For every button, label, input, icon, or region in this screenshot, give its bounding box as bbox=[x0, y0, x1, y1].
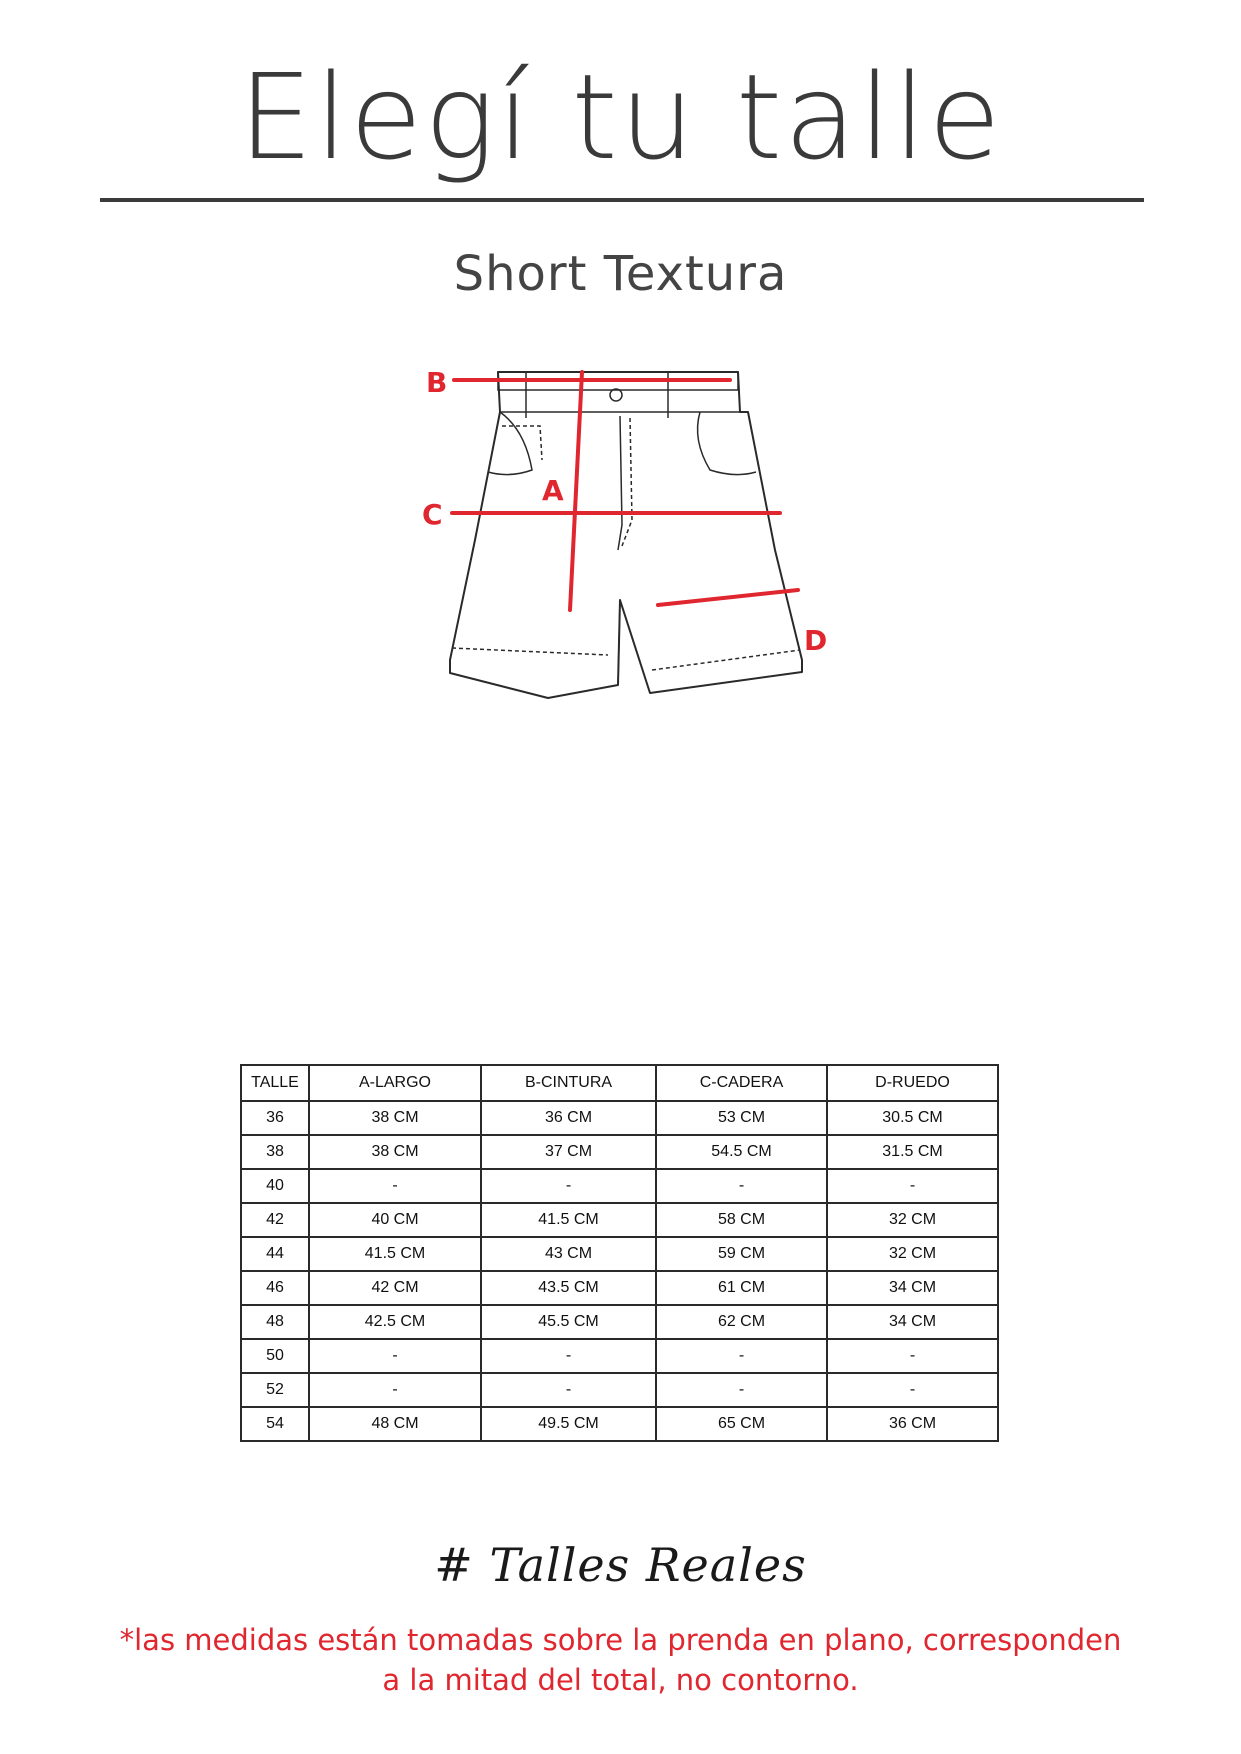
cell-talle: 36 bbox=[241, 1101, 309, 1135]
cell-ruedo: - bbox=[827, 1169, 998, 1203]
cell-cintura: 41.5 CM bbox=[481, 1203, 656, 1237]
label-c: C bbox=[422, 498, 443, 531]
cell-cintura: 43 CM bbox=[481, 1237, 656, 1271]
cell-cadera: 58 CM bbox=[656, 1203, 827, 1237]
cell-cadera: - bbox=[656, 1339, 827, 1373]
cell-largo: - bbox=[309, 1339, 481, 1373]
cell-cadera: 54.5 CM bbox=[656, 1135, 827, 1169]
table-row bbox=[241, 1305, 998, 1339]
measurement-note-line-2: a la mitad del total, no contorno. bbox=[382, 1663, 859, 1697]
cell-cintura: 37 CM bbox=[481, 1135, 656, 1169]
table-row bbox=[241, 1101, 998, 1135]
cell-ruedo: 30.5 CM bbox=[827, 1101, 998, 1135]
cell-cadera: 65 CM bbox=[656, 1407, 827, 1441]
cell-ruedo: 34 CM bbox=[827, 1271, 998, 1305]
product-name: Short Textura bbox=[453, 246, 788, 302]
table-row bbox=[241, 1169, 998, 1203]
cell-cadera: - bbox=[656, 1373, 827, 1407]
cell-ruedo: - bbox=[827, 1373, 998, 1407]
cell-ruedo: - bbox=[827, 1339, 998, 1373]
cell-talle: 48 bbox=[241, 1305, 309, 1339]
cell-cadera: 62 CM bbox=[656, 1305, 827, 1339]
cell-talle: 40 bbox=[241, 1169, 309, 1203]
table-row bbox=[241, 1373, 998, 1407]
cell-cadera: 61 CM bbox=[656, 1271, 827, 1305]
label-b: B bbox=[426, 366, 448, 399]
label-d: D bbox=[804, 624, 828, 657]
table-row bbox=[241, 1271, 998, 1305]
cell-largo: 38 CM bbox=[309, 1101, 481, 1135]
cell-largo: - bbox=[309, 1373, 481, 1407]
page-title: Elegí tu talle bbox=[238, 48, 1003, 186]
cell-talle: 50 bbox=[241, 1339, 309, 1373]
cell-ruedo: 32 CM bbox=[827, 1237, 998, 1271]
cell-talle: 44 bbox=[241, 1237, 309, 1271]
shorts-outline bbox=[450, 372, 802, 698]
cell-cintura: 43.5 CM bbox=[481, 1271, 656, 1305]
label-a: A bbox=[542, 474, 564, 507]
cell-largo: 42 CM bbox=[309, 1271, 481, 1305]
cell-cintura: 36 CM bbox=[481, 1101, 656, 1135]
hashtag-signature: # Talles Reales bbox=[434, 1538, 807, 1592]
cell-largo: 41.5 CM bbox=[309, 1237, 481, 1271]
cell-ruedo: 32 CM bbox=[827, 1203, 998, 1237]
cell-largo: 48 CM bbox=[309, 1407, 481, 1441]
cell-talle: 52 bbox=[241, 1373, 309, 1407]
cell-cadera: - bbox=[656, 1169, 827, 1203]
cell-talle: 54 bbox=[241, 1407, 309, 1441]
cell-talle: 42 bbox=[241, 1203, 309, 1237]
cell-largo: 42.5 CM bbox=[309, 1305, 481, 1339]
cell-cintura: 49.5 CM bbox=[481, 1407, 656, 1441]
cell-largo: 38 CM bbox=[309, 1135, 481, 1169]
cell-largo: - bbox=[309, 1169, 481, 1203]
cell-talle: 38 bbox=[241, 1135, 309, 1169]
table-row bbox=[241, 1339, 998, 1373]
cell-cintura: - bbox=[481, 1373, 656, 1407]
header-cintura: B-CINTURA bbox=[481, 1065, 656, 1101]
table-row bbox=[241, 1135, 998, 1169]
title-divider bbox=[100, 198, 1144, 202]
cell-largo: 40 CM bbox=[309, 1203, 481, 1237]
cell-cadera: 59 CM bbox=[656, 1237, 827, 1271]
cell-talle: 46 bbox=[241, 1271, 309, 1305]
header-ruedo: D-RUEDO bbox=[827, 1065, 998, 1101]
measurement-note-line-1: *las medidas están tomadas sobre la prenda en plano, corresponden bbox=[119, 1623, 1122, 1657]
size-table bbox=[240, 1064, 999, 1442]
header-cadera: C-CADERA bbox=[656, 1065, 827, 1101]
cell-cintura: 45.5 CM bbox=[481, 1305, 656, 1339]
cell-cintura: - bbox=[481, 1339, 656, 1373]
cell-ruedo: 34 CM bbox=[827, 1305, 998, 1339]
cell-cintura: - bbox=[481, 1169, 656, 1203]
header-largo: A-LARGO bbox=[309, 1065, 481, 1101]
table-row bbox=[241, 1203, 998, 1237]
table-row bbox=[241, 1407, 998, 1441]
measurement-note bbox=[60, 1620, 1181, 1700]
cell-ruedo: 31.5 CM bbox=[827, 1135, 998, 1169]
cell-cadera: 53 CM bbox=[656, 1101, 827, 1135]
table-row bbox=[241, 1237, 998, 1271]
shorts-measurement-diagram bbox=[422, 360, 830, 710]
table-header-row bbox=[241, 1065, 998, 1101]
cell-ruedo: 36 CM bbox=[827, 1407, 998, 1441]
header-talle: TALLE bbox=[241, 1065, 309, 1101]
